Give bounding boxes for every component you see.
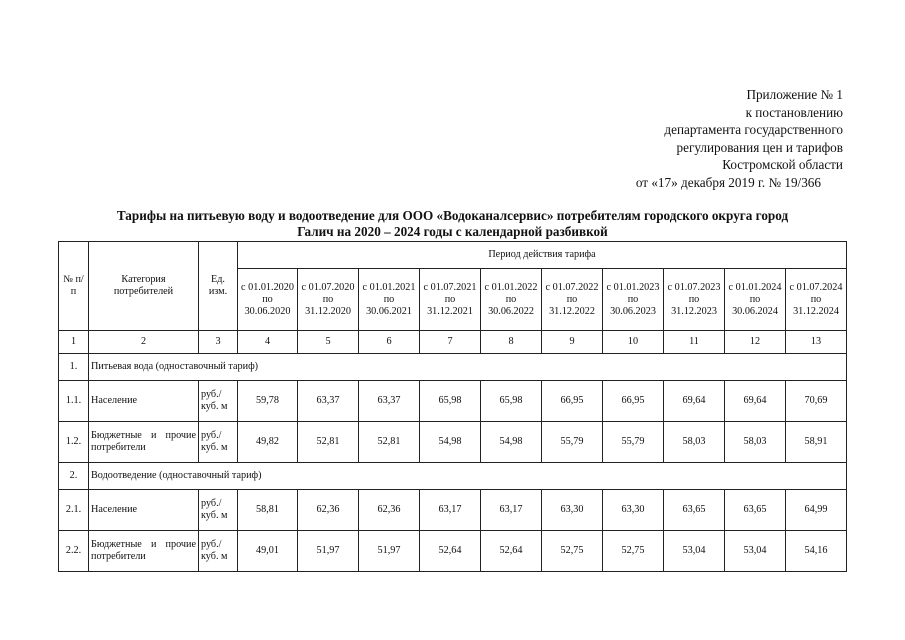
row-num: 2.2. (59, 531, 89, 572)
tariff-value: 66,95 (542, 381, 603, 422)
header-period: Период действия тарифа (238, 242, 847, 269)
period-to-label: по (810, 293, 822, 305)
period-from: с 01.07.2023 (667, 281, 721, 293)
tariff-value: 49,82 (238, 422, 298, 463)
tariff-value: 52,81 (359, 422, 420, 463)
period-to-label: по (749, 293, 761, 305)
unit-cell: руб./ куб. м (199, 490, 238, 531)
column-number: 12 (725, 331, 786, 354)
appendix-line: регулирования цен и тарифов (676, 139, 843, 155)
tariff-value: 58,03 (725, 422, 786, 463)
period-to: 30.06.2021 (366, 305, 412, 317)
period-from: с 01.07.2020 (301, 281, 355, 293)
table-row (59, 490, 847, 531)
document-title (55, 208, 850, 239)
unit-cell: руб./ куб. м (199, 531, 238, 572)
tariff-value: 63,17 (481, 490, 542, 531)
period-cell (786, 269, 847, 331)
tariff-value: 59,78 (238, 381, 298, 422)
period-to: 30.06.2024 (732, 305, 778, 317)
tariff-value: 54,98 (481, 422, 542, 463)
column-number: 9 (542, 331, 603, 354)
section-num: 2. (59, 463, 89, 490)
tariff-value: 55,79 (603, 422, 664, 463)
row-num: 1.1. (59, 381, 89, 422)
tariff-value: 63,37 (359, 381, 420, 422)
header-num: № п/п (59, 242, 89, 331)
period-to: 30.06.2020 (244, 305, 291, 317)
tariff-value: 58,03 (664, 422, 725, 463)
tariff-value: 55,79 (542, 422, 603, 463)
period-to: 31.12.2021 (427, 305, 473, 317)
period-to-label: по (383, 293, 395, 305)
consumer-category: Бюджетные и прочие потребители (89, 422, 199, 463)
tariff-value: 51,97 (298, 531, 359, 572)
column-number: 5 (298, 331, 359, 354)
tariff-value: 49,01 (238, 531, 298, 572)
period-to: 30.06.2023 (610, 305, 656, 317)
appendix-header (503, 86, 843, 191)
tariff-value: 54,98 (420, 422, 481, 463)
period-to-label: по (444, 293, 456, 305)
tariff-value: 52,75 (542, 531, 603, 572)
column-number: 4 (238, 331, 298, 354)
tariff-value: 63,30 (603, 490, 664, 531)
tariff-value: 63,37 (298, 381, 359, 422)
column-number: 8 (481, 331, 542, 354)
row-num: 1.2. (59, 422, 89, 463)
column-number: 3 (199, 331, 238, 354)
appendix-line: к постановлению (745, 104, 843, 120)
tariff-value: 63,30 (542, 490, 603, 531)
period-from: с 01.07.2022 (545, 281, 599, 293)
consumer-category: Население (89, 490, 199, 531)
table-row (59, 422, 847, 463)
tariff-value: 63,65 (664, 490, 725, 531)
column-numbers-row (59, 331, 847, 354)
tariff-value: 58,81 (238, 490, 298, 531)
tariff-value: 52,64 (420, 531, 481, 572)
period-cell (664, 269, 725, 331)
period-cell (420, 269, 481, 331)
appendix-line: Костромской области (722, 157, 843, 172)
period-cell (238, 269, 298, 331)
tariff-value: 62,36 (359, 490, 420, 531)
tariff-value: 65,98 (420, 381, 481, 422)
appendix-line: Приложение № 1 (746, 87, 843, 102)
tariff-value: 70,69 (786, 381, 847, 422)
consumer-category: Население (89, 381, 199, 422)
column-number: 10 (603, 331, 664, 354)
period-cell (481, 269, 542, 331)
tariff-value: 52,75 (603, 531, 664, 572)
tariff-value: 62,36 (298, 490, 359, 531)
tariff-value: 52,81 (298, 422, 359, 463)
tariff-value: 65,98 (481, 381, 542, 422)
period-from: с 01.01.2021 (362, 281, 416, 293)
table-header-row (59, 242, 847, 269)
tariff-value: 66,95 (603, 381, 664, 422)
period-cell (603, 269, 664, 331)
tariff-table (58, 241, 847, 572)
tariff-value: 63,65 (725, 490, 786, 531)
column-number: 6 (359, 331, 420, 354)
section-label: Водоотведение (одноставочный тариф) (89, 463, 847, 490)
period-to: 31.12.2020 (305, 305, 351, 317)
period-from: с 01.01.2023 (606, 281, 660, 293)
column-number: 13 (786, 331, 847, 354)
tariff-value: 53,04 (664, 531, 725, 572)
unit-cell: руб./ куб. м (199, 422, 238, 463)
tariff-value: 53,04 (725, 531, 786, 572)
period-from: с 01.01.2020 (241, 281, 294, 293)
period-cell (359, 269, 420, 331)
period-cell (298, 269, 359, 331)
table-row (59, 531, 847, 572)
period-to-label: по (566, 293, 578, 305)
period-to-label: по (262, 293, 273, 305)
header-category: Категория потребителей (89, 242, 199, 331)
period-to-label: по (322, 293, 334, 305)
unit-cell: руб./ куб. м (199, 381, 238, 422)
tariff-value: 69,64 (725, 381, 786, 422)
row-num: 2.1. (59, 490, 89, 531)
consumer-category: Бюджетные и прочие потребители (89, 531, 199, 572)
column-number: 1 (59, 331, 89, 354)
title-line-2: Галич на 2020 – 2024 годы с календарной разбивкой (297, 223, 608, 239)
tariff-value: 69,64 (664, 381, 725, 422)
column-number: 2 (89, 331, 199, 354)
table-row (59, 381, 847, 422)
period-from: с 01.01.2024 (728, 281, 782, 293)
section-label: Питьевая вода (одноставочный тариф) (89, 354, 847, 381)
column-number: 7 (420, 331, 481, 354)
tariff-value: 51,97 (359, 531, 420, 572)
title-line-1: Тарифы на питьевую воду и водоотведение для ООО «Водоканалсервис» потребителям городского округа город (116, 208, 789, 223)
section-num: 1. (59, 354, 89, 381)
period-to: 30.06.2022 (488, 305, 534, 317)
appendix-line: от «17» декабря 2019 г. № 19/366 (635, 174, 821, 190)
header-unit: Ед. изм. (199, 242, 238, 331)
period-to-label: по (688, 293, 700, 305)
period-from: с 01.07.2024 (789, 281, 843, 293)
period-from: с 01.01.2022 (484, 281, 538, 293)
tariff-value: 52,64 (481, 531, 542, 572)
period-to: 31.12.2023 (671, 305, 717, 317)
period-cell (542, 269, 603, 331)
period-to-label: по (627, 293, 639, 305)
section-row (59, 354, 847, 381)
appendix-line: департамента государственного (664, 122, 843, 137)
period-to: 31.12.2022 (549, 305, 595, 317)
section-row (59, 463, 847, 490)
period-to-label: по (505, 293, 517, 305)
period-cell (725, 269, 786, 331)
tariff-value: 54,16 (786, 531, 847, 572)
tariff-value: 58,91 (786, 422, 847, 463)
tariff-value: 63,17 (420, 490, 481, 531)
period-from: с 01.07.2021 (423, 281, 477, 293)
tariff-value: 64,99 (786, 490, 847, 531)
period-to: 31.12.2024 (793, 305, 839, 317)
column-number: 11 (664, 331, 725, 354)
